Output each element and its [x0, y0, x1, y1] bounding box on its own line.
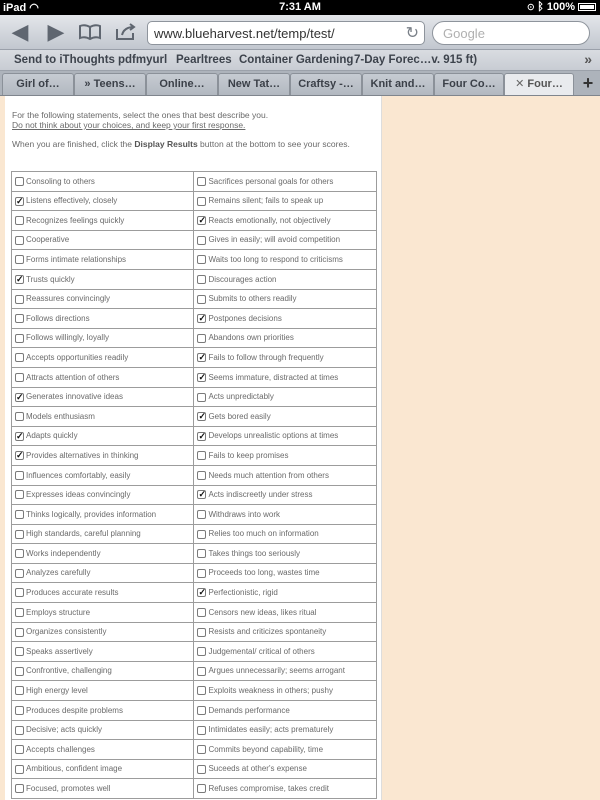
statement-cell-left: [12, 583, 194, 603]
checkbox[interactable]: [197, 393, 206, 402]
statement-cell-right: [194, 740, 377, 760]
checkbox[interactable]: [15, 628, 24, 637]
search-input[interactable]: Google: [432, 21, 590, 45]
checkbox[interactable]: [15, 314, 24, 323]
statement-label: Perfectionistic, rigid: [208, 588, 278, 598]
bookmarks-icon[interactable]: [76, 19, 104, 45]
statement-label: Produces accurate results: [26, 588, 119, 598]
checkbox[interactable]: [15, 353, 24, 362]
statement-label: Works independently: [26, 548, 101, 558]
checkbox[interactable]: [15, 412, 24, 421]
statement-cell-left: [12, 269, 194, 289]
statement-label: Acts indiscreetly under stress: [208, 490, 313, 500]
reload-icon[interactable]: ↻: [405, 25, 419, 42]
statement-cell-right: [194, 172, 377, 192]
statement-cell-left: [12, 465, 194, 485]
statement-label: Trusts quickly: [26, 274, 75, 284]
checkbox[interactable]: [197, 686, 206, 695]
checkbox[interactable]: [15, 765, 24, 774]
statement-label: Adapts quickly: [26, 431, 78, 441]
checkbox[interactable]: [15, 784, 24, 793]
statement-cell-left: [12, 211, 194, 231]
table-row: [12, 172, 377, 192]
statement-cell-right: [194, 211, 377, 231]
table-row: [12, 230, 377, 250]
statement-cell-left: [12, 407, 194, 427]
checkbox[interactable]: [15, 549, 24, 558]
statement-cell-left: [12, 230, 194, 250]
statement-label: Remains silent; fails to speak up: [208, 196, 324, 206]
statement-cell-left: [12, 446, 194, 466]
checkbox[interactable]: [197, 353, 206, 362]
tab[interactable]: Knit and…: [362, 73, 434, 95]
statement-cell-left: [12, 759, 194, 779]
checkbox[interactable]: [197, 451, 206, 460]
statement-cell-right: [194, 446, 377, 466]
checkbox[interactable]: [15, 451, 24, 460]
statement-label: Thinks logically, provides information: [26, 509, 157, 519]
statement-label: High energy level: [26, 686, 88, 696]
table-row: [12, 426, 377, 446]
statement-cell-right: [194, 309, 377, 329]
checkbox[interactable]: [15, 726, 24, 735]
statement-cell-right: [194, 759, 377, 779]
page-content: [0, 96, 600, 800]
checkbox[interactable]: [197, 647, 206, 656]
statement-cell-right: [194, 563, 377, 583]
statement-cell-right: [194, 367, 377, 387]
forward-button[interactable]: ▶: [47, 19, 65, 44]
checkbox[interactable]: [15, 706, 24, 715]
statement-label: Abandons own priorities: [208, 333, 294, 343]
table-row: [12, 407, 377, 427]
statement-cell-left: [12, 485, 194, 505]
statement-cell-left: [12, 720, 194, 740]
statement-cell-left: [12, 642, 194, 662]
checkbox[interactable]: [197, 628, 206, 637]
device-label: iPad ◠: [3, 2, 39, 14]
statement-cell-right: [194, 250, 377, 270]
table-row: [12, 603, 377, 623]
statement-label: Models enthusiasm: [26, 411, 95, 421]
statement-label: Exploits weakness in others; pushy: [208, 686, 333, 696]
checkbox[interactable]: [15, 471, 24, 480]
statement-cell-left: [12, 191, 194, 211]
statement-cell-right: [194, 642, 377, 662]
statement-cell-left: [12, 348, 194, 368]
table-row: [12, 622, 377, 642]
instructions: [12, 110, 377, 158]
statement-label: Acts unpredictably: [208, 392, 274, 402]
statement-label: Employs structure: [26, 607, 91, 617]
table-row: [12, 269, 377, 289]
statement-label: Listens effectively, closely: [26, 196, 118, 206]
statement-cell-left: [12, 309, 194, 329]
statement-cell-left: [12, 172, 194, 192]
share-icon[interactable]: [112, 19, 140, 45]
table-row: [12, 446, 377, 466]
statement-label: Judgemental/ critical of others: [208, 646, 315, 656]
table-row: [12, 681, 377, 701]
checkbox[interactable]: [197, 706, 206, 715]
table-row: [12, 524, 377, 544]
intro-note: Do not think about your choices, and keep your first response.: [12, 120, 246, 130]
statement-cell-right: [194, 505, 377, 525]
checkbox[interactable]: [197, 236, 206, 245]
table-row: [12, 720, 377, 740]
tab[interactable]: New Tat…: [218, 73, 290, 95]
statement-cell-right: [194, 426, 377, 446]
statement-label: Proceeds too long, wastes time: [208, 568, 320, 578]
table-row: [12, 661, 377, 681]
checkbox[interactable]: [197, 471, 206, 480]
wifi-icon: ◠: [29, 2, 39, 14]
checkbox[interactable]: [15, 432, 24, 441]
table-row: [12, 563, 377, 583]
checkbox[interactable]: [197, 216, 206, 225]
statement-cell-right: [194, 661, 377, 681]
display-results-label: Display Results: [134, 139, 198, 149]
statement-label: Accepts challenges: [26, 744, 95, 754]
tab[interactable]: Online…: [146, 73, 218, 95]
statement-label: Produces despite problems: [26, 705, 123, 715]
bookmark-item[interactable]: Send to iThoughts: [14, 54, 115, 66]
statement-label: High standards, careful planning: [26, 529, 141, 539]
bluetooth-icon: ᛒ: [537, 1, 544, 13]
checkbox[interactable]: [197, 549, 206, 558]
statement-label: Cooperative: [26, 235, 70, 245]
statement-label: Gets bored easily: [208, 411, 271, 421]
checkbox[interactable]: [15, 295, 24, 304]
statement-label: Follows directions: [26, 313, 90, 323]
browser-toolbar: [0, 15, 600, 50]
bookmarks-bar: [0, 50, 600, 71]
statement-label: Waits too long to respond to criticisms: [208, 254, 343, 264]
table-row: [12, 779, 377, 799]
statement-cell-right: [194, 289, 377, 309]
table-row: [12, 367, 377, 387]
statement-cell-right: [194, 524, 377, 544]
clock: 7:31 AM: [279, 1, 321, 13]
statement-cell-right: [194, 681, 377, 701]
checkbox[interactable]: [15, 569, 24, 578]
table-row: [12, 328, 377, 348]
statement-label: Generates innovative ideas: [26, 392, 123, 402]
questionnaire-table: [11, 171, 377, 799]
close-icon[interactable]: ✕: [515, 78, 525, 90]
statement-label: Needs much attention from others: [208, 470, 329, 480]
checkbox[interactable]: [15, 667, 24, 676]
statement-label: Discourages action: [208, 274, 277, 284]
checkbox[interactable]: [197, 432, 206, 441]
statement-cell-right: [194, 328, 377, 348]
statement-label: Commits beyond capability, time: [208, 744, 324, 754]
statement-label: Demands performance: [208, 705, 290, 715]
checkbox[interactable]: [197, 726, 206, 735]
tab[interactable]: Four Co…: [434, 73, 504, 95]
statement-label: Sacrifices personal goals for others: [208, 176, 334, 186]
statement-label: Reacts emotionally, not objectively: [208, 215, 331, 225]
statement-label: Withdraws into work: [208, 509, 281, 519]
table-row: [12, 740, 377, 760]
statement-cell-right: [194, 622, 377, 642]
checkbox[interactable]: [197, 510, 206, 519]
statement-cell-right: [194, 465, 377, 485]
checkbox[interactable]: [15, 216, 24, 225]
table-row: [12, 759, 377, 779]
statement-label: Decisive; acts quickly: [26, 725, 103, 735]
checkbox[interactable]: [15, 236, 24, 245]
bookmark-item[interactable]: Pearltrees: [176, 54, 232, 66]
statement-label: Resists and criticizes spontaneity: [208, 627, 327, 637]
statement-cell-left: [12, 250, 194, 270]
checkbox[interactable]: [15, 530, 24, 539]
checkbox[interactable]: [197, 569, 206, 578]
statement-label: Reassures convincingly: [26, 294, 111, 304]
statement-cell-left: [12, 544, 194, 564]
statement-cell-right: [194, 230, 377, 250]
statement-label: Ambitious, confident image: [26, 764, 123, 774]
table-row: [12, 485, 377, 505]
statement-label: Intimidates easily; acts prematurely: [208, 725, 334, 735]
statement-cell-left: [12, 681, 194, 701]
status-right: [528, 1, 596, 13]
checkbox[interactable]: [197, 314, 206, 323]
statement-label: Confrontive, challenging: [26, 666, 112, 676]
checkbox[interactable]: [197, 784, 206, 793]
statement-cell-left: [12, 701, 194, 721]
table-row: [12, 348, 377, 368]
statement-label: Argues unnecessarily; seems arrogant: [208, 666, 345, 676]
table-row: [12, 465, 377, 485]
finish-text-suffix: button at the bottom to see your scores.: [197, 139, 350, 149]
statement-label: Postpones decisions: [208, 313, 282, 323]
statement-label: Fails to follow through frequently: [208, 352, 324, 362]
statement-cell-right: [194, 348, 377, 368]
tab-bar: [0, 71, 600, 96]
battery-percent: 100%: [546, 1, 575, 13]
statement-cell-left: [12, 367, 194, 387]
table-row: [12, 211, 377, 231]
tab[interactable]: Craftsy -…: [290, 73, 362, 95]
statement-label: Submits to others readily: [208, 294, 297, 304]
statement-label: Accepts opportunities readily: [26, 352, 129, 362]
bookmark-item[interactable]: pdfmyurl: [118, 54, 168, 66]
table-row: [12, 583, 377, 603]
statement-cell-left: [12, 426, 194, 446]
statement-cell-right: [194, 720, 377, 740]
checkbox[interactable]: [197, 373, 206, 382]
statement-label: Recognizes feelings quickly: [26, 215, 125, 225]
checkbox[interactable]: [15, 745, 24, 754]
statement-cell-left: [12, 505, 194, 525]
checkbox[interactable]: [197, 197, 206, 206]
statement-cell-right: [194, 269, 377, 289]
back-button[interactable]: ◀: [11, 19, 29, 44]
table-row: [12, 387, 377, 407]
statement-label: Relies too much on information: [208, 529, 319, 539]
statement-cell-left: [12, 328, 194, 348]
statement-label: Analyzes carefully: [26, 568, 91, 578]
battery-icon: [578, 3, 596, 11]
tab[interactable]: » Teens…: [74, 73, 146, 95]
checkbox[interactable]: [15, 255, 24, 264]
statement-label: Expresses ideas convincingly: [26, 490, 131, 500]
table-row: [12, 309, 377, 329]
checkbox[interactable]: [197, 255, 206, 264]
checkbox[interactable]: [15, 647, 24, 656]
statement-cell-left: [12, 622, 194, 642]
statement-cell-left: [12, 289, 194, 309]
more-bookmarks-icon[interactable]: »: [584, 51, 592, 67]
statement-label: Influences comfortably, easily: [26, 470, 131, 480]
statement-label: Attracts attention of others: [26, 372, 120, 382]
finish-text: When you are finished, click the: [12, 139, 135, 149]
checkbox[interactable]: [197, 530, 206, 539]
checkbox[interactable]: [15, 373, 24, 382]
statement-label: Organizes consistently: [26, 627, 107, 637]
statement-cell-right: [194, 779, 377, 799]
checkbox[interactable]: [197, 608, 206, 617]
statement-label: Provides alternatives in thinking: [26, 450, 139, 460]
statement-cell-right: [194, 544, 377, 564]
checkbox[interactable]: [15, 275, 24, 284]
bookmark-item[interactable]: Container Gardening: [239, 54, 354, 66]
table-row: [12, 505, 377, 525]
statement-label: Develops unrealistic options at times: [208, 431, 339, 441]
statement-cell-right: [194, 191, 377, 211]
statement-cell-left: [12, 387, 194, 407]
table-row: [12, 289, 377, 309]
statement-label: Censors new ideas, likes ritual: [208, 607, 317, 617]
statement-label: Fails to keep promises: [208, 450, 289, 460]
checkbox[interactable]: [197, 667, 206, 676]
checkbox[interactable]: [15, 197, 24, 206]
statement-cell-left: [12, 740, 194, 760]
tab[interactable]: Girl of…: [2, 73, 74, 95]
statement-label: Suceeds at other's expense: [208, 764, 307, 774]
table-row: [12, 544, 377, 564]
checkbox[interactable]: [197, 745, 206, 754]
statement-cell-right: [194, 485, 377, 505]
statement-label: Seems immature, distracted at times: [208, 372, 339, 382]
table-row: [12, 701, 377, 721]
intro-text: For the following statements, select the ones that best describe you.: [12, 110, 269, 120]
checkbox[interactable]: [15, 510, 24, 519]
checkbox[interactable]: [15, 177, 24, 186]
status-bar: [0, 0, 600, 15]
statement-cell-right: [194, 603, 377, 623]
checkbox[interactable]: [15, 608, 24, 617]
table-row: [12, 250, 377, 270]
statement-label: Forms intimate relationships: [26, 254, 127, 264]
url-field[interactable]: www.blueharvest.net/temp/test/ ↻: [147, 21, 425, 45]
checkbox[interactable]: [197, 295, 206, 304]
checkbox[interactable]: [197, 588, 206, 597]
statement-label: Follows willingly, loyally: [26, 333, 109, 343]
statement-label: Gives in easily; will avoid competition: [208, 235, 341, 245]
checkbox[interactable]: [197, 412, 206, 421]
checkbox[interactable]: [197, 490, 206, 499]
statement-cell-left: [12, 661, 194, 681]
checkbox[interactable]: [197, 275, 206, 284]
statement-label: Consoling to others: [26, 176, 95, 186]
checkbox[interactable]: [15, 588, 24, 597]
checkbox[interactable]: [15, 334, 24, 343]
tab-active[interactable]: [504, 73, 574, 95]
lock-rotation-icon: ⊙: [527, 1, 535, 13]
tab-label: Four…: [527, 78, 563, 90]
statement-cell-right: [194, 583, 377, 603]
statement-label: Speaks assertively: [26, 646, 93, 656]
statement-cell-right: [194, 387, 377, 407]
checkbox[interactable]: [15, 686, 24, 695]
new-tab-button[interactable]: +: [582, 73, 594, 93]
statement-cell-left: [12, 603, 194, 623]
statement-cell-right: [194, 407, 377, 427]
table-row: [12, 642, 377, 662]
statement-cell-left: [12, 524, 194, 544]
checkbox[interactable]: [15, 393, 24, 402]
checkbox[interactable]: [197, 177, 206, 186]
statement-cell-right: [194, 701, 377, 721]
statement-label: Focused, promotes well: [26, 784, 111, 793]
checkbox[interactable]: [197, 334, 206, 343]
checkbox[interactable]: [197, 765, 206, 774]
table-row: [12, 191, 377, 211]
statement-label: Refuses compromise, takes credit: [208, 784, 329, 793]
statement-cell-left: [12, 779, 194, 799]
checkbox[interactable]: [15, 490, 24, 499]
statement-cell-left: [12, 563, 194, 583]
statement-label: Takes things too seriously: [208, 548, 301, 558]
bookmark-item[interactable]: 7-Day Forec…v. 915 ft): [354, 54, 478, 66]
test-page: [5, 96, 382, 800]
